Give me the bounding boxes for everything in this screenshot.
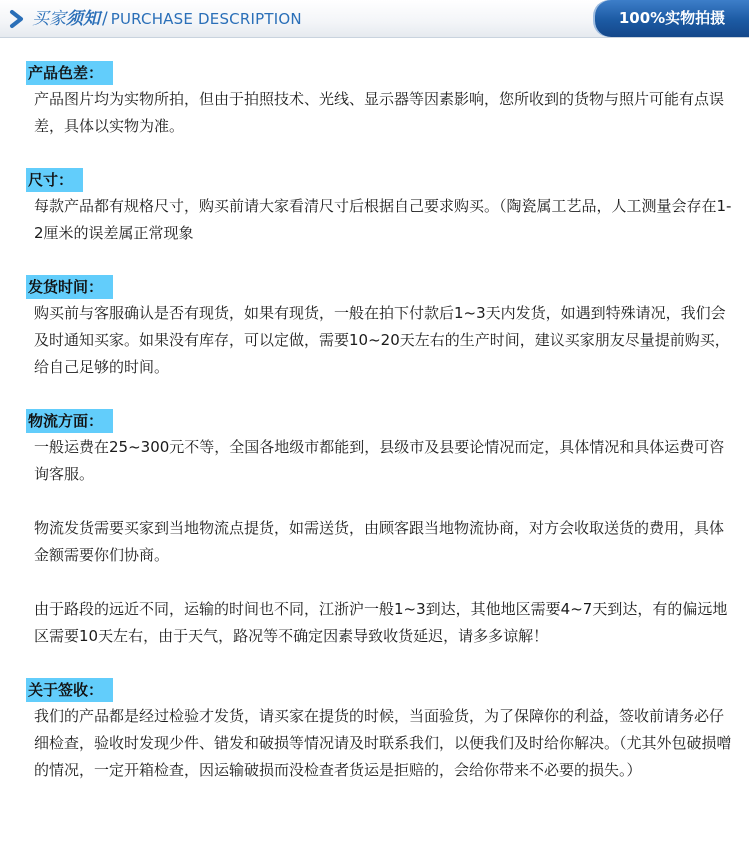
- real-photo-badge: 100%实物拍摄: [595, 0, 749, 37]
- header-title: [32, 8, 302, 30]
- section-heading: 物流方面：: [26, 409, 113, 433]
- section-logistics: [28, 409, 734, 650]
- section-shipping-time: [28, 275, 734, 381]
- section-color-difference: [28, 61, 734, 140]
- section-heading: 关于签收：: [26, 678, 113, 702]
- section-paragraph: 一般运费在25~300元不等，全国各地级市都能到，县级市及县要论情况而定，具体情况和具体运费可咨询客服。: [34, 438, 725, 483]
- purchase-notes: [28, 61, 734, 784]
- header-title-part2: 须知: [66, 9, 100, 29]
- section-paragraph: 由于路段的远近不同，运输的时间也不同，江浙沪一般1~3到达，其他地区需要4~7天到达，有的偏远地区需要10天左右，由于天气，路况等不确定因素导致收货延迟，请多多谅解！: [34, 600, 728, 645]
- section-heading: 产品色差：: [26, 61, 113, 85]
- header-title-english: PURCHASE DESCRIPTION: [110, 10, 302, 28]
- header-banner: [0, 0, 749, 38]
- section-heading: 发货时间：: [26, 275, 113, 299]
- header-title-separator: /: [102, 9, 108, 29]
- section-paragraph: 物流发货需要买家到当地物流点提货，如需送货，由顾客跟当地物流协商，对方会收取送货的费用，具体金额需要你们协商。: [34, 519, 725, 564]
- section-receipt: [28, 678, 734, 784]
- section-paragraph: 购买前与客服确认是否有现货，如果有现货，一般在拍下付款后1~3天内发货，如遇到特殊请况，我们会及时通知买家。如果没有库存，可以定做，需要10~20天左右的生产时间，建议买家朋友尽量提前购买，给自己足够的时间。: [34, 304, 730, 376]
- section-size: [28, 168, 734, 247]
- header-title-part1: 买家: [32, 9, 66, 29]
- section-paragraph: 我们的产品都是经过检验才发货，请买家在提货的时候，当面验货，为了保障你的利益，签收前请务必仔细检查，验收时发现少件、错发和破损等情况请及时联系我们，以便我们及时给你解决。（尤其外包破损噌的情况，一定开箱检查，因运输破损而没检查者货运是拒赔的，会给你带来不必要的损失。）: [34, 707, 732, 779]
- section-heading: 尺寸：: [26, 168, 83, 192]
- section-paragraph: 产品图片均为实物所拍，但由于拍照技术、光线、显示器等因素影响，您所收到的货物与照片可能有点误差，具体以实物为准。: [34, 90, 725, 135]
- chevron-right-icon: [7, 9, 27, 29]
- section-paragraph: 每款产品都有规格尺寸，购买前请大家看清尺寸后根据自己要求购买。（陶瓷属工艺品，人工测量会存在1-2厘米的误差属正常现象: [34, 197, 732, 242]
